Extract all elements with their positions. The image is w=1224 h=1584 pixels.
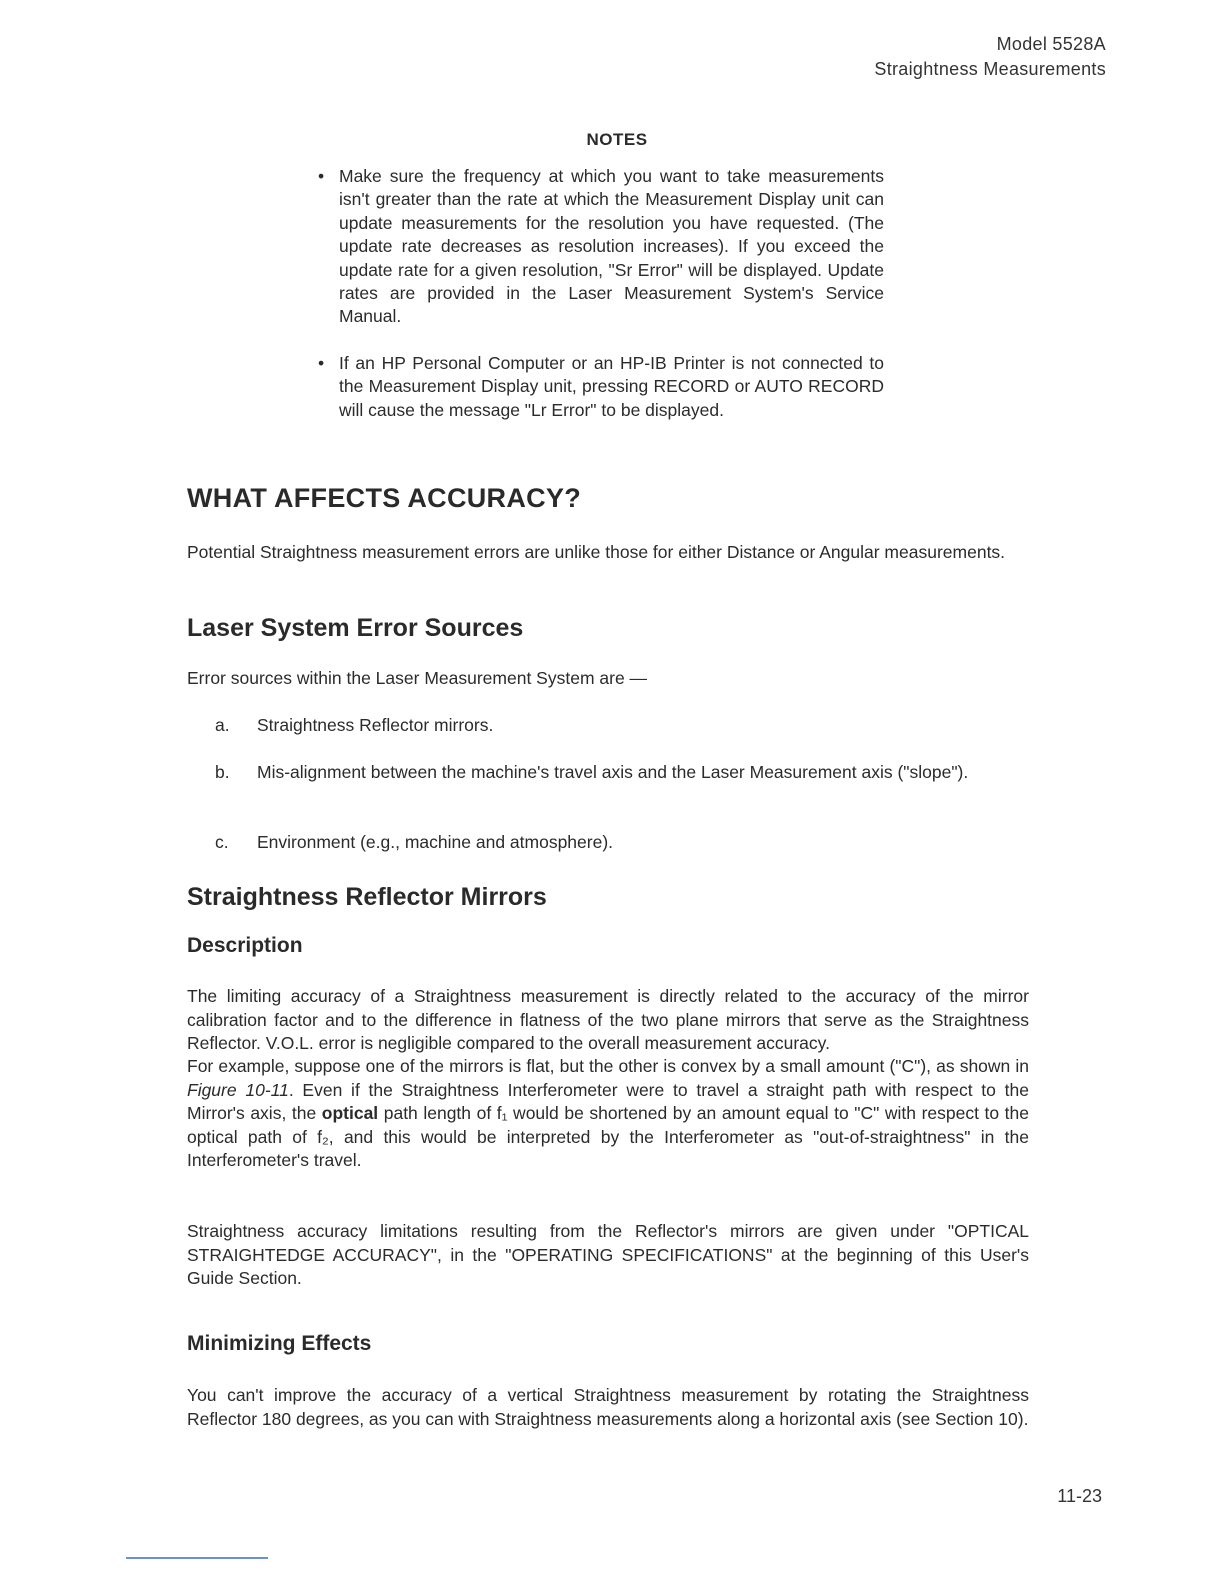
bullet-icon: • xyxy=(318,166,325,186)
minimizing-heading: Minimizing Effects xyxy=(187,1332,372,1355)
page-number: 11-23 xyxy=(1057,1486,1102,1506)
list-item-label: a. xyxy=(215,715,230,735)
list-item xyxy=(215,831,1029,855)
notes-title: NOTES xyxy=(586,130,648,149)
bullet-icon: • xyxy=(318,353,325,373)
laser-errors-intro: Error sources within the Laser Measurement System are — xyxy=(187,668,648,688)
accuracy-heading: WHAT AFFECTS ACCURACY? xyxy=(187,483,582,513)
description-paragraph-1: The limiting accuracy of a Straightness measurement is directly related to the accuracy of the mirror calibration factor and to the difference in flatness of the two plane mirrors that serve as the Straightness Reflector. V.O.L. error is negligible compared to the overall measurement accuracy. xyxy=(187,986,1029,1053)
note-item xyxy=(318,352,884,422)
running-header xyxy=(874,32,1106,82)
list-item-text: Straightness Reflector mirrors. xyxy=(257,715,494,735)
note-text: If an HP Personal Computer or an HP-IB Printer is not connected to the Measurement Display unit, pressing RECORD or AUTO RECORD will cause the message "Lr Error" to be displayed. xyxy=(339,353,884,420)
note-item xyxy=(318,165,884,329)
divider xyxy=(126,1557,268,1559)
emphasis-text: optical xyxy=(321,1103,379,1123)
list-item-label: c. xyxy=(215,832,229,852)
list-item xyxy=(215,761,1029,785)
header-model: Model 5528A xyxy=(996,34,1106,54)
note-text: Make sure the frequency at which you want to take measurements isn't greater than the rate at which the Measurement Display unit can update measurements for the resolution you have requested. (The update rate decreases as resolution increases). If you exceed the update rate for a given resolution, "Sr Error" will be displayed. Update rates are provided in the Laser Measurement System's Service Manual. xyxy=(339,166,884,327)
list-item-text: Environment (e.g., machine and atmosphere). xyxy=(257,832,614,852)
list-item-label: b. xyxy=(215,762,230,782)
description-paragraph-3: Straightness accuracy limitations resulting from the Reflector's mirrors are given under "OPTICAL STRAIGHTEDGE ACCURACY", in the "OPERATING SPECIFICATIONS" at the beginning of this User's Guide Section. xyxy=(187,1221,1029,1288)
list-item xyxy=(215,714,1029,738)
figure-reference: Figure 10-11 xyxy=(187,1079,289,1100)
paragraph-text: For example, suppose one of the mirrors is flat, but the other is convex by a small amount ("C"), as shown in xyxy=(187,1056,1029,1076)
description-paragraph-2 xyxy=(187,1055,1029,1173)
paragraph-text: path length of f₁ would be shortened by an amount equal to "C" with respect to the optical path of f₂, and this would be interpreted by the Interferometer as "out-of-straightness" in the Interferometer's travel. xyxy=(187,1103,1029,1170)
accuracy-intro: Potential Straightness measurement errors are unlike those for either Distance or Angular measurements. xyxy=(187,542,1006,562)
list-item-text: Mis-alignment between the machine's travel axis and the Laser Measurement axis ("slope"). xyxy=(257,762,969,782)
laser-errors-heading: Laser System Error Sources xyxy=(187,614,524,642)
paragraph-text: . Even if the Straightness Interferometer were to travel a straight path with respect to the Mirror's axis, the xyxy=(187,1079,1029,1123)
reflector-heading: Straightness Reflector Mirrors xyxy=(187,883,547,911)
description-heading: Description xyxy=(187,934,303,957)
minimizing-paragraph: You can't improve the accuracy of a vertical Straightness measurement by rotating the Straightness Reflector 180 degrees, as you can with Straightness measurements along a horizontal axis (see Section 10). xyxy=(187,1385,1029,1429)
header-section: Straightness Measurements xyxy=(874,59,1106,79)
